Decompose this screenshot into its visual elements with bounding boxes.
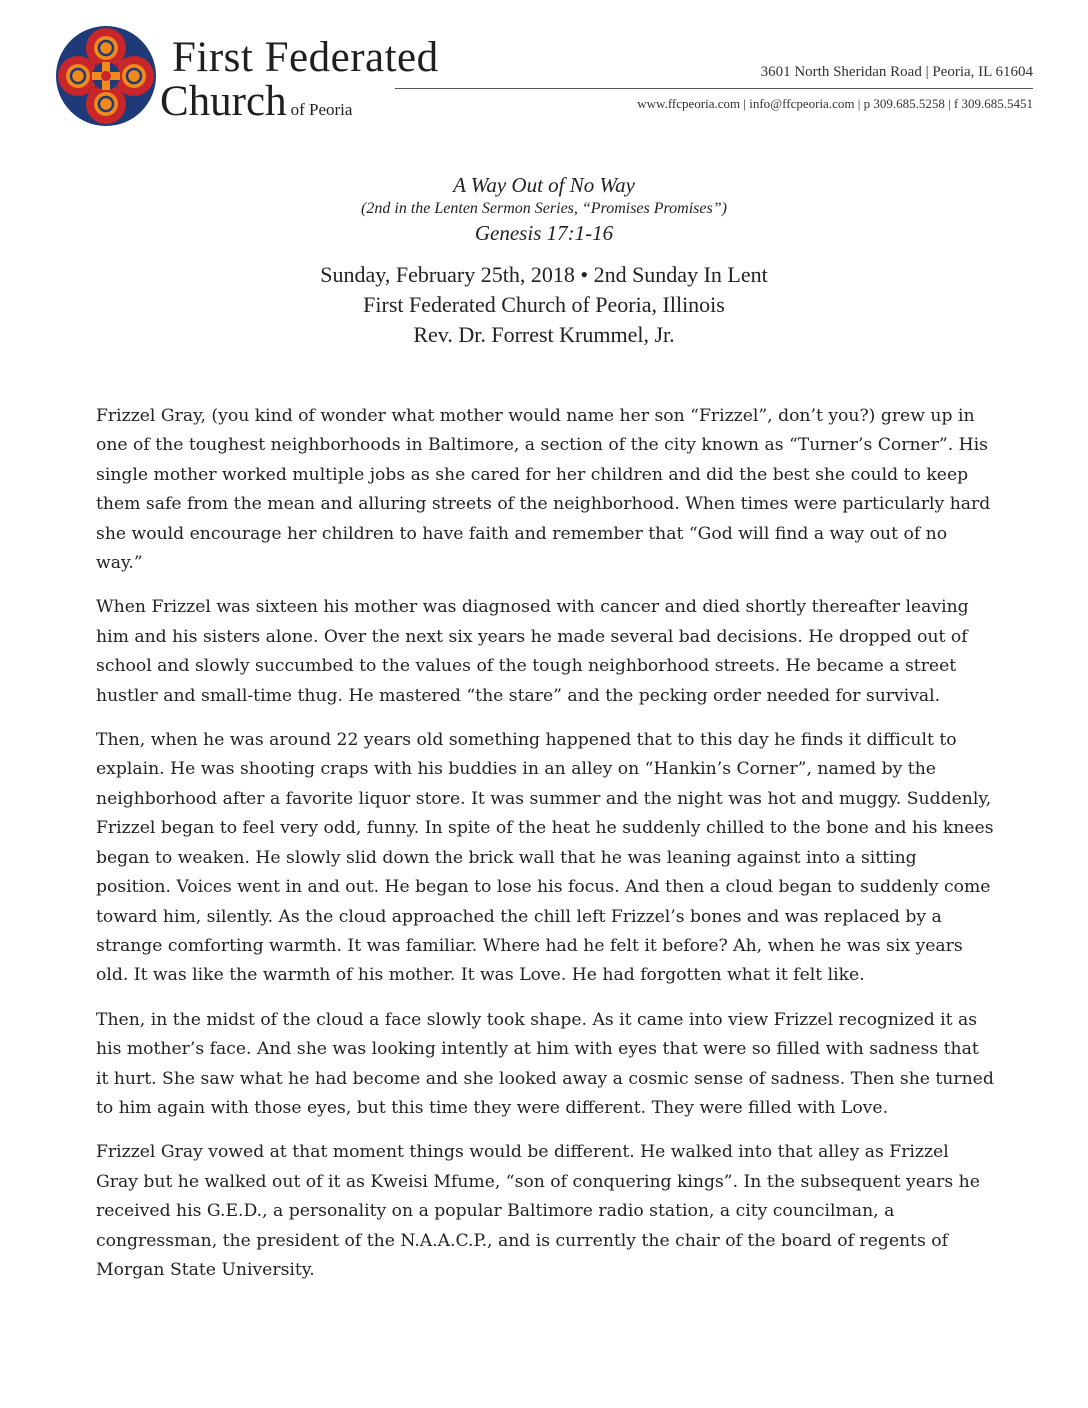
sermon-title: A Way Out of No Way [453,173,635,197]
paragraph: Frizzel Gray vowed at that moment things would be different. He walked into that alley as Frizzel Gray but he walked out of it as Kweisi Mfume, “son of conquering kings”. In the subsequent years he received his G.E.D., a personality on a popular Baltimore radio station, a city councilman, a congressman, the president of the N.A.A.C.P., and is currently the chair of the board of regents of Morgan State University. [96,1142,980,1280]
church-name-main: Church [160,78,287,125]
sermon-date: Sunday, February 25th, 2018 • 2nd Sunday In Lent [320,262,768,287]
paragraph: Frizzel Gray, (you kind of wonder what mother would name her son “Frizzel”, don’t you?) grew up in one of the toughest neighborhoods in Baltimore, a section of the city known as “Turner’s Corner”. His single mother worked multiple jobs as she cared for her children and did the best she could to keep them safe from the mean and alluring streets of the neighborhood. When times were particularly hard she would encourage her children to have faith and remember that “God will find a way out of no way.” [96,406,991,574]
church-contact: www.ffcpeoria.com | info@ffcpeoria.com | p 309.685.5258 | f 309.685.5451 [637,96,1033,111]
church-name-line2 [160,80,352,123]
church-logo-icon [54,24,158,128]
church-address: 3601 North Sheridan Road | Peoria, IL 61604 [760,64,1033,80]
paragraph: When Frizzel was sixteen his mother was diagnosed with cancer and died shortly thereafter leaving him and his sisters alone. Over the next six years he made several bad decisions. He dropped out of school and slowly succumbed to the values of the tough neighborhood streets. He became a street hustler and small-time thug. He mastered “the stare” and the pecking order needed for survival. [96,597,969,706]
church-name-small: of Peoria [290,100,353,119]
sermon-church: First Federated Church of Peoria, Illinois [363,292,725,317]
letterhead-rule [395,88,1033,89]
sermon-series: (2nd in the Lenten Sermon Series, “Promises Promises”) [361,200,727,217]
church-name-line1: First Federated [172,34,439,81]
letterhead [0,0,1088,140]
sermon-pastor: Rev. Dr. Forrest Krummel, Jr. [413,322,675,347]
sermon-body [96,402,996,1300]
paragraph: Then, in the midst of the cloud a face slowly took shape. As it came into view Frizzel recognized it as his mother’s face. And she was looking intently at him with eyes that were so filled with sadness that it hurt. She saw what he had become and she looked away a cosmic sense of sadness. Then she turned to him again with those eyes, but this time they were different. They were filled with Love. [96,1009,994,1118]
paragraph: Then, when he was around 22 years old something happened that to this day he finds it difficult to explain. He was shooting craps with his buddies in an alley on “Hankin’s Corner”, named by the neighborhood after a favorite liquor store. It was summer and the night was hot and muggy. Suddenly, Frizzel began to feel very odd, funny. In spite of the heat he suddenly chilled to the bone and his knees began to weaken. He slowly slid down the brick wall that he was leaning against into a sitting position. Voices went in and out. He began to lose his focus. And then a cloud began to suddenly come toward him, silently. As the cloud approached the chill left Frizzel’s bones and was replaced by a strange comforting warmth. It was familiar. Where had he felt it before? Ah, when he was six years old. It was like the warmth of his mother. It was Love. He had forgotten what it felt like. [96,730,994,986]
sermon-header [0,172,1088,350]
sermon-scripture: Genesis 17:1-16 [474,221,614,245]
